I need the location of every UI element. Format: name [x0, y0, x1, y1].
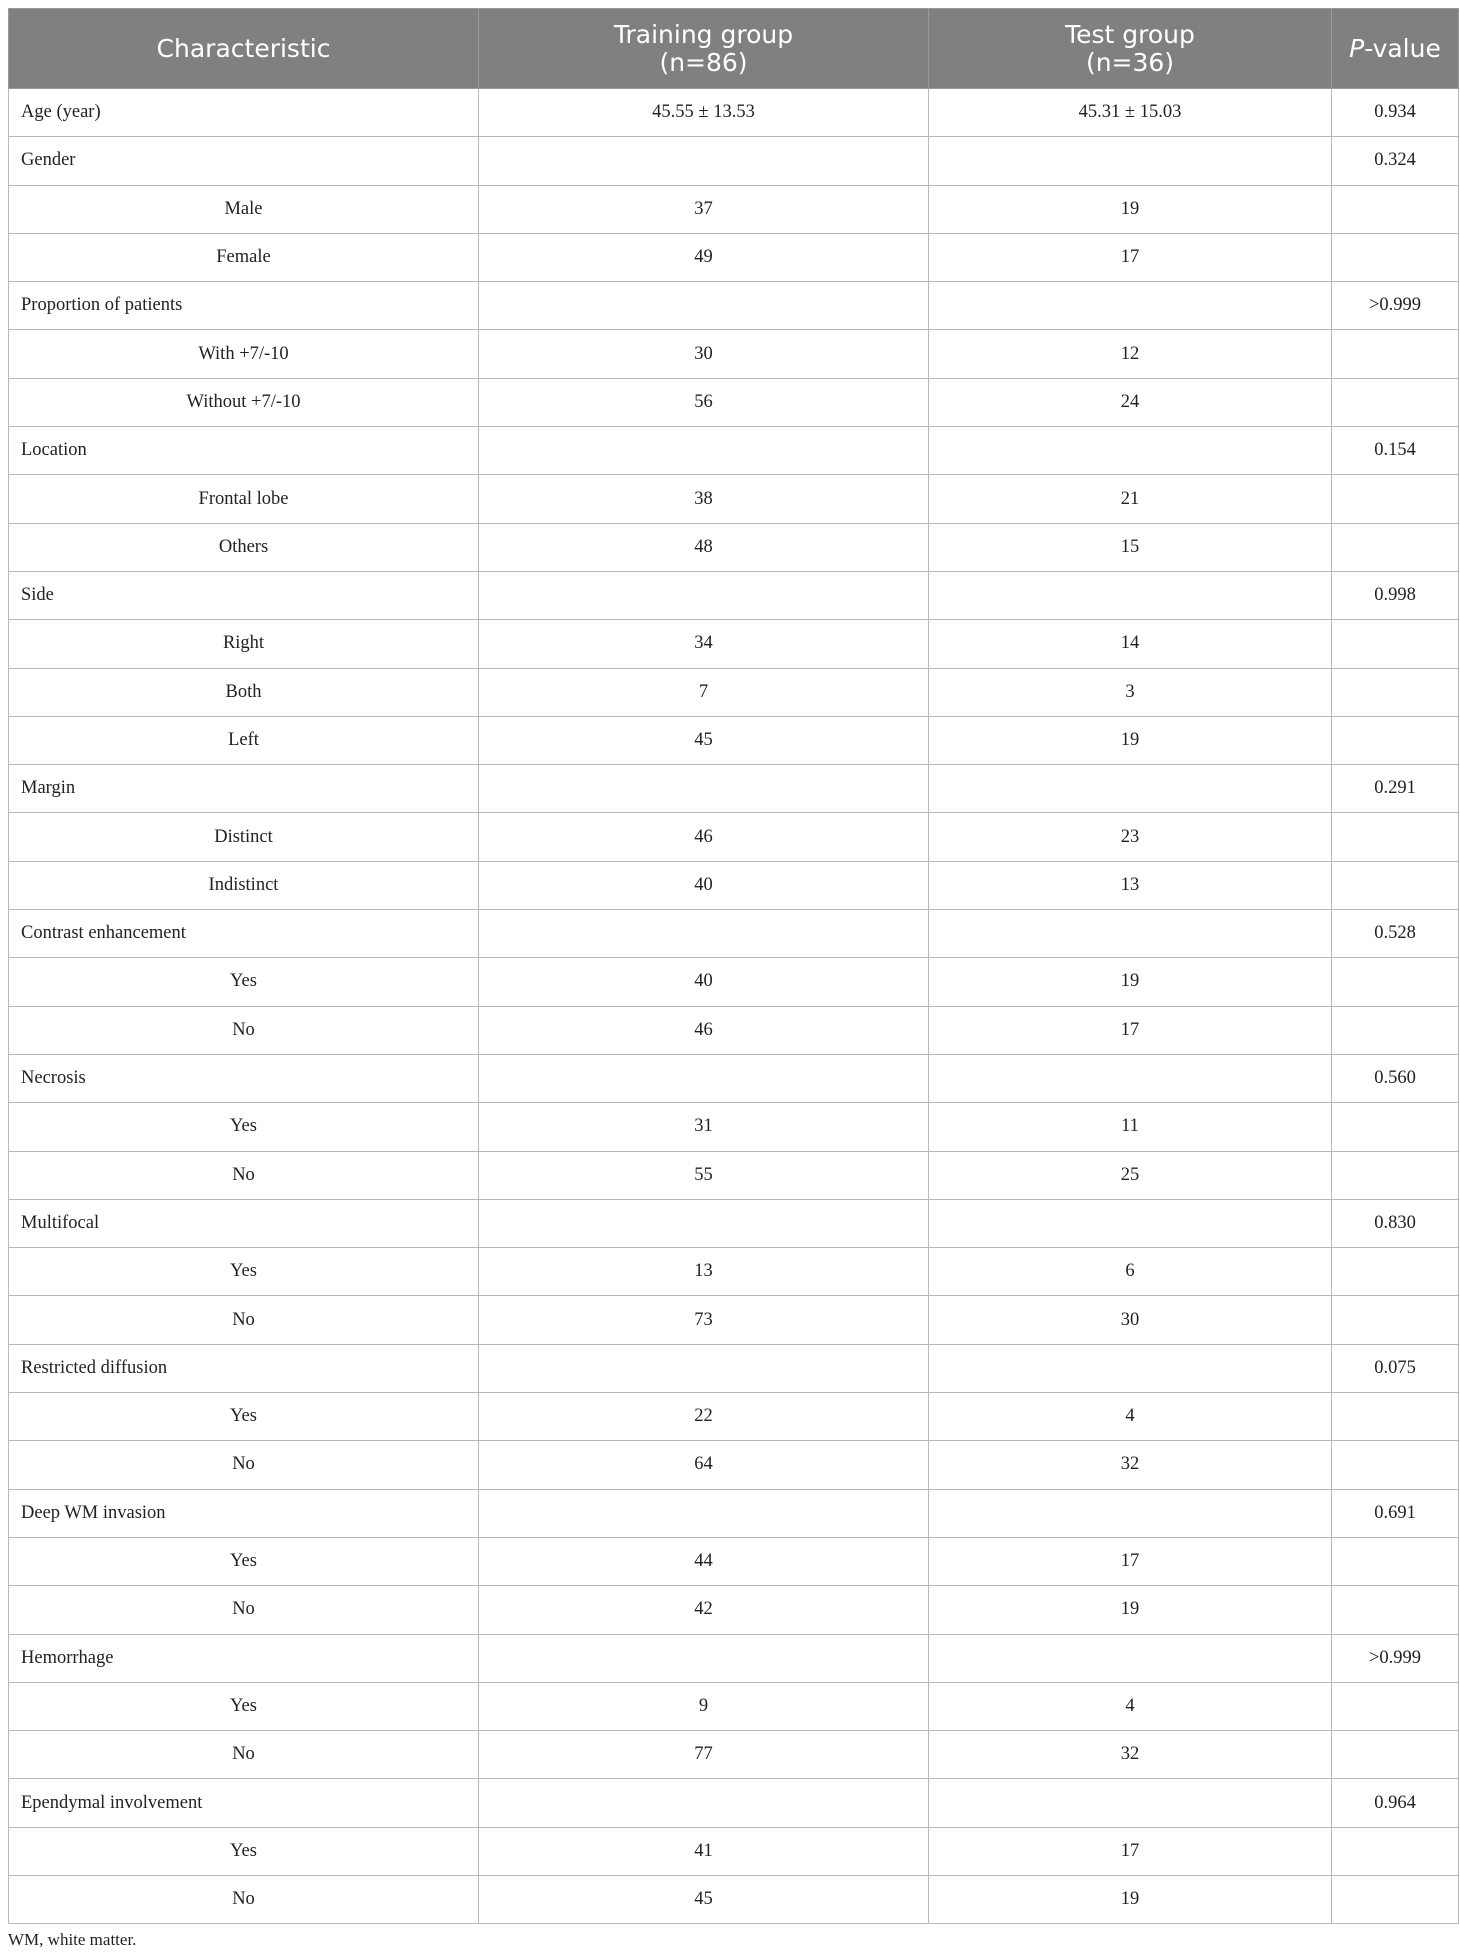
table-row: [9, 89, 1459, 137]
table-row: [9, 1827, 1459, 1875]
cell-p-value: [1332, 233, 1459, 281]
cell-training: 40: [479, 958, 929, 1006]
cell-test: 32: [929, 1731, 1332, 1779]
cell-p-value: [1332, 523, 1459, 571]
table-row: [9, 1489, 1459, 1537]
cell-characteristic: No: [9, 1296, 479, 1344]
cell-p-value: 0.560: [1332, 1054, 1459, 1102]
table-row: [9, 668, 1459, 716]
table-row: [9, 716, 1459, 764]
cell-test: [929, 1199, 1332, 1247]
cell-p-value: [1332, 475, 1459, 523]
cell-p-value: [1332, 668, 1459, 716]
cell-characteristic: Female: [9, 233, 479, 281]
cell-test: [929, 1779, 1332, 1827]
cell-p-value: [1332, 620, 1459, 668]
table-body: [9, 89, 1459, 1924]
cell-characteristic: Multifocal: [9, 1199, 479, 1247]
table-row: [9, 233, 1459, 281]
cell-training: 22: [479, 1393, 929, 1441]
cell-test: [929, 1054, 1332, 1102]
cell-test: 30: [929, 1296, 1332, 1344]
table-row: [9, 910, 1459, 958]
cell-training: [479, 1199, 929, 1247]
cell-test: 21: [929, 475, 1332, 523]
cell-characteristic: Yes: [9, 958, 479, 1006]
cell-test: 6: [929, 1248, 1332, 1296]
header-test-n: (n=36): [1085, 47, 1175, 77]
cell-p-value: [1332, 1248, 1459, 1296]
cell-test: 19: [929, 958, 1332, 1006]
table-row: [9, 861, 1459, 909]
cell-characteristic: Side: [9, 571, 479, 619]
cell-characteristic: Indistinct: [9, 861, 479, 909]
cell-training: [479, 1054, 929, 1102]
cell-training: 55: [479, 1151, 929, 1199]
cell-training: 73: [479, 1296, 929, 1344]
cell-test: 3: [929, 668, 1332, 716]
cell-characteristic: Yes: [9, 1393, 479, 1441]
cell-test: 24: [929, 378, 1332, 426]
cell-p-value: 0.324: [1332, 137, 1459, 185]
table-header: [9, 9, 1459, 89]
cell-test: [929, 910, 1332, 958]
cell-training: [479, 910, 929, 958]
table-row: [9, 330, 1459, 378]
table-row: [9, 1296, 1459, 1344]
cell-test: 11: [929, 1103, 1332, 1151]
cell-characteristic: Frontal lobe: [9, 475, 479, 523]
table-row: [9, 1875, 1459, 1923]
cell-characteristic: Necrosis: [9, 1054, 479, 1102]
characteristics-table: [8, 8, 1459, 1924]
cell-test: 15: [929, 523, 1332, 571]
cell-training: 64: [479, 1441, 929, 1489]
table-row: [9, 1199, 1459, 1247]
cell-p-value: [1332, 1006, 1459, 1054]
cell-p-value: [1332, 1393, 1459, 1441]
cell-test: 14: [929, 620, 1332, 668]
cell-characteristic: Hemorrhage: [9, 1634, 479, 1682]
cell-p-value: 0.691: [1332, 1489, 1459, 1537]
table-row: [9, 282, 1459, 330]
cell-training: [479, 137, 929, 185]
cell-p-value: [1332, 716, 1459, 764]
cell-test: [929, 571, 1332, 619]
cell-training: 41: [479, 1827, 929, 1875]
cell-test: 32: [929, 1441, 1332, 1489]
cell-training: [479, 1344, 929, 1392]
cell-test: 12: [929, 330, 1332, 378]
header-training-group: [479, 9, 929, 89]
cell-test: 19: [929, 1586, 1332, 1634]
cell-training: 45: [479, 1875, 929, 1923]
cell-training: 42: [479, 1586, 929, 1634]
cell-characteristic: Yes: [9, 1103, 479, 1151]
cell-p-value: [1332, 1103, 1459, 1151]
cell-training: 45.55 ± 13.53: [479, 89, 929, 137]
cell-test: 17: [929, 1537, 1332, 1585]
cell-characteristic: Right: [9, 620, 479, 668]
cell-characteristic: No: [9, 1586, 479, 1634]
cell-p-value: [1332, 1586, 1459, 1634]
cell-p-value: 0.830: [1332, 1199, 1459, 1247]
header-training-title: Training group: [613, 19, 794, 49]
cell-training: [479, 282, 929, 330]
cell-test: [929, 1489, 1332, 1537]
table-row: [9, 620, 1459, 668]
cell-training: 46: [479, 813, 929, 861]
cell-characteristic: No: [9, 1006, 479, 1054]
cell-p-value: [1332, 1827, 1459, 1875]
table-row: [9, 1731, 1459, 1779]
cell-training: [479, 571, 929, 619]
cell-p-value: 0.291: [1332, 765, 1459, 813]
cell-characteristic: Location: [9, 427, 479, 475]
cell-characteristic: Ependymal involvement: [9, 1779, 479, 1827]
cell-training: 30: [479, 330, 929, 378]
cell-p-value: 0.528: [1332, 910, 1459, 958]
cell-training: 45: [479, 716, 929, 764]
cell-training: 48: [479, 523, 929, 571]
header-test-title: Test group: [1065, 19, 1195, 49]
table-row: [9, 523, 1459, 571]
cell-p-value: 0.998: [1332, 571, 1459, 619]
cell-training: 46: [479, 1006, 929, 1054]
header-row: [9, 9, 1459, 89]
header-characteristic: Characteristic: [9, 9, 479, 89]
table-row: [9, 427, 1459, 475]
table-row: [9, 185, 1459, 233]
table-row: [9, 958, 1459, 1006]
table-row: [9, 1054, 1459, 1102]
table-row: [9, 475, 1459, 523]
cell-p-value: [1332, 1151, 1459, 1199]
cell-characteristic: Contrast enhancement: [9, 910, 479, 958]
table-row: [9, 1779, 1459, 1827]
cell-characteristic: No: [9, 1731, 479, 1779]
cell-test: 23: [929, 813, 1332, 861]
cell-test: [929, 765, 1332, 813]
cell-training: 7: [479, 668, 929, 716]
cell-p-value: [1332, 958, 1459, 1006]
cell-characteristic: Yes: [9, 1682, 479, 1730]
cell-characteristic: Others: [9, 523, 479, 571]
table-row: [9, 765, 1459, 813]
table-footnote: WM, white matter.: [8, 1930, 137, 1950]
cell-training: 31: [479, 1103, 929, 1151]
header-test-group: [929, 9, 1332, 89]
cell-training: 34: [479, 620, 929, 668]
cell-test: [929, 137, 1332, 185]
cell-test: [929, 1344, 1332, 1392]
cell-training: 56: [479, 378, 929, 426]
table-row: [9, 1344, 1459, 1392]
cell-characteristic: Yes: [9, 1827, 479, 1875]
cell-training: 44: [479, 1537, 929, 1585]
table-row: [9, 813, 1459, 861]
table-container: [8, 8, 1458, 1950]
cell-characteristic: Both: [9, 668, 479, 716]
cell-test: 4: [929, 1393, 1332, 1441]
cell-characteristic: Male: [9, 185, 479, 233]
cell-p-value: [1332, 861, 1459, 909]
cell-characteristic: Left: [9, 716, 479, 764]
table-row: [9, 1441, 1459, 1489]
cell-training: [479, 1634, 929, 1682]
cell-training: 40: [479, 861, 929, 909]
cell-training: [479, 1489, 929, 1537]
cell-p-value: 0.964: [1332, 1779, 1459, 1827]
cell-training: [479, 1779, 929, 1827]
cell-test: 19: [929, 716, 1332, 764]
cell-p-value: [1332, 185, 1459, 233]
cell-test: 4: [929, 1682, 1332, 1730]
table-row: [9, 1006, 1459, 1054]
cell-characteristic: No: [9, 1441, 479, 1489]
cell-test: 25: [929, 1151, 1332, 1199]
cell-characteristic: Gender: [9, 137, 479, 185]
cell-test: 45.31 ± 15.03: [929, 89, 1332, 137]
cell-characteristic: No: [9, 1875, 479, 1923]
cell-characteristic: Proportion of patients: [9, 282, 479, 330]
cell-characteristic: With +7/-10: [9, 330, 479, 378]
table-row: [9, 1537, 1459, 1585]
table-row: [9, 1151, 1459, 1199]
cell-test: [929, 427, 1332, 475]
cell-p-value: 0.154: [1332, 427, 1459, 475]
cell-characteristic: Deep WM invasion: [9, 1489, 479, 1537]
cell-characteristic: No: [9, 1151, 479, 1199]
cell-characteristic: Distinct: [9, 813, 479, 861]
table-row: [9, 1103, 1459, 1151]
cell-p-value: [1332, 330, 1459, 378]
table-row: [9, 378, 1459, 426]
cell-p-value: 0.075: [1332, 1344, 1459, 1392]
table-row: [9, 1586, 1459, 1634]
table-row: [9, 1634, 1459, 1682]
cell-test: 17: [929, 1827, 1332, 1875]
cell-p-value: [1332, 1537, 1459, 1585]
header-p-italic: P: [1349, 33, 1365, 63]
cell-characteristic: Age (year): [9, 89, 479, 137]
cell-training: 13: [479, 1248, 929, 1296]
cell-characteristic: Yes: [9, 1537, 479, 1585]
cell-characteristic: Restricted diffusion: [9, 1344, 479, 1392]
header-p-value: [1332, 9, 1459, 89]
cell-characteristic: Margin: [9, 765, 479, 813]
cell-test: [929, 1634, 1332, 1682]
cell-p-value: >0.999: [1332, 1634, 1459, 1682]
cell-training: [479, 427, 929, 475]
header-p-rest: -value: [1364, 33, 1441, 63]
cell-test: 13: [929, 861, 1332, 909]
table-row: [9, 1682, 1459, 1730]
table-row: [9, 571, 1459, 619]
table-row: [9, 137, 1459, 185]
cell-p-value: >0.999: [1332, 282, 1459, 330]
cell-p-value: [1332, 1731, 1459, 1779]
table-row: [9, 1393, 1459, 1441]
cell-test: 17: [929, 233, 1332, 281]
cell-training: 77: [479, 1731, 929, 1779]
cell-p-value: [1332, 1441, 1459, 1489]
cell-characteristic: Without +7/-10: [9, 378, 479, 426]
cell-p-value: [1332, 813, 1459, 861]
cell-p-value: [1332, 1875, 1459, 1923]
cell-test: [929, 282, 1332, 330]
cell-training: [479, 765, 929, 813]
table-row: [9, 1248, 1459, 1296]
cell-test: 19: [929, 1875, 1332, 1923]
cell-p-value: 0.934: [1332, 89, 1459, 137]
cell-p-value: [1332, 1296, 1459, 1344]
cell-training: 37: [479, 185, 929, 233]
cell-p-value: [1332, 1682, 1459, 1730]
cell-training: 9: [479, 1682, 929, 1730]
cell-characteristic: Yes: [9, 1248, 479, 1296]
cell-test: 19: [929, 185, 1332, 233]
cell-test: 17: [929, 1006, 1332, 1054]
header-training-n: (n=86): [659, 47, 748, 77]
cell-training: 49: [479, 233, 929, 281]
cell-p-value: [1332, 378, 1459, 426]
cell-training: 38: [479, 475, 929, 523]
